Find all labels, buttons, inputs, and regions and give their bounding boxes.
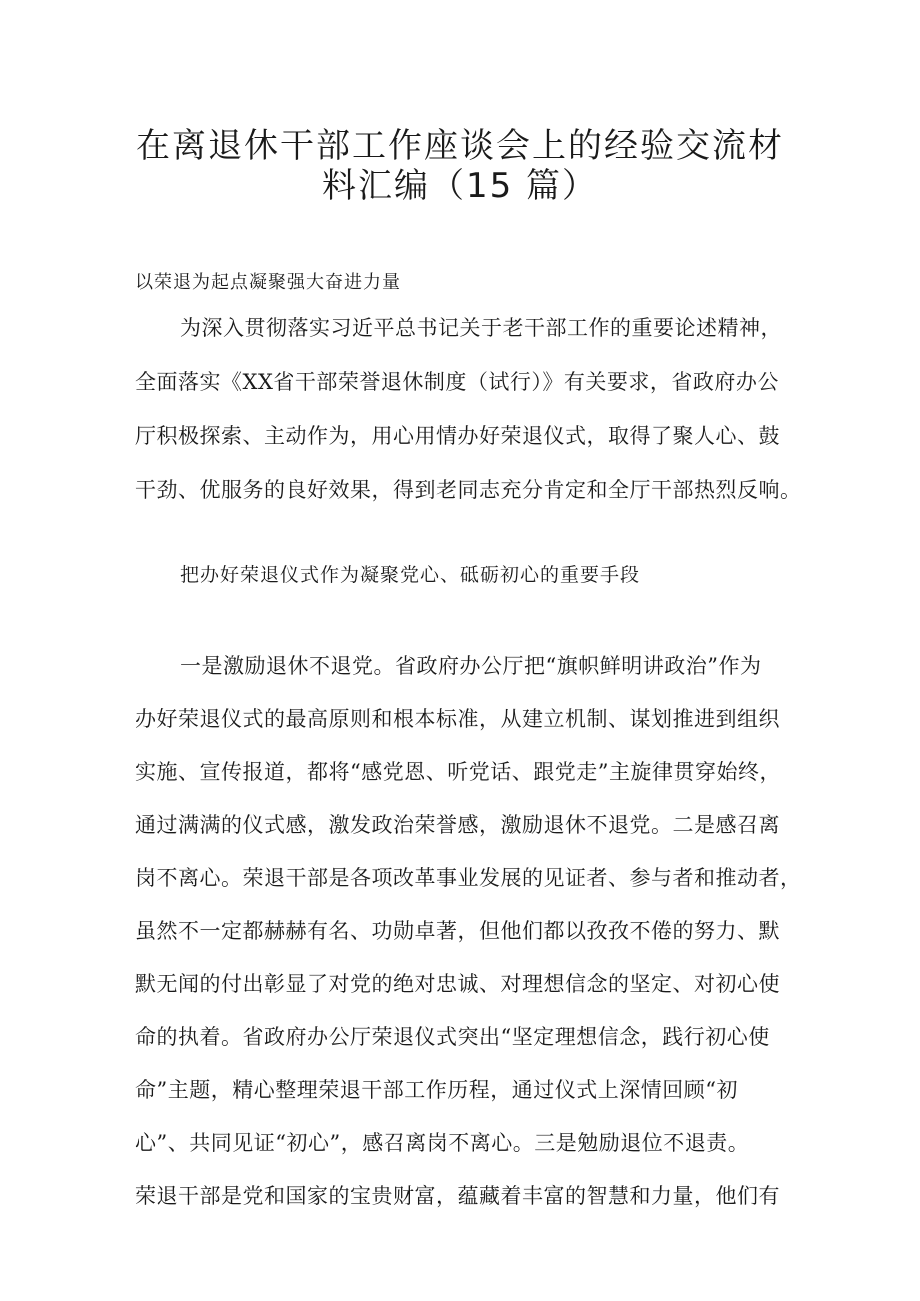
intro-line: 全面落实《XX省干部荣誉退休制度（试行）》有关要求，省政府办公 — [135, 370, 779, 394]
body-line: 通过满满的仪式感，激发政治荣誉感，激励退休不退党。二是感召离 — [135, 813, 780, 837]
document-title-line-2: 料汇编（15 篇） — [321, 166, 599, 206]
document-title-line-1: 在离退休干部工作座谈会上的经验交流材 — [136, 126, 784, 166]
body-line: 一是激励退休不退党。省政府办公厅把“旗帜鲜明讲政治”作为 — [180, 654, 762, 678]
intro-line: 厅积极探索、主动作为，用心用情办好荣退仪式，取得了聚人心、鼓 — [135, 424, 780, 448]
body-line: 办好荣退仪式的最高原则和根本标准，从建立机制、谋划推进到组织 — [135, 707, 780, 731]
body-line: 心”、共同见证“初心”，感召离岗不离心。三是勉励退位不退责。 — [135, 1131, 750, 1155]
body-line: 岗不离心。荣退干部是各项改革事业发展的见证者、参与者和推动者， — [135, 866, 802, 890]
body-line: 虽然不一定都赫赫有名、功勋卓著，但他们都以孜孜不倦的努力、默 — [135, 919, 780, 943]
section-heading: 把办好荣退仪式作为凝聚党心、砥砺初心的重要手段 — [180, 564, 641, 586]
intro-line: 为深入贯彻落实习近平总书记关于老干部工作的重要论述精神， — [180, 316, 782, 340]
document-subtitle: 以荣退为起点凝聚强大奋进力量 — [135, 272, 401, 293]
body-line: 荣退干部是党和国家的宝贵财富，蕴藏着丰富的智慧和力量，他们有 — [135, 1184, 780, 1208]
body-line: 命”主题，精心整理荣退干部工作历程，通过仪式上深情回顾“初 — [135, 1078, 738, 1102]
body-line: 默无闻的付出彰显了对党的绝对忠诚、对理想信念的坚定、对初心使 — [135, 972, 780, 996]
body-line: 实施、宣传报道，都将“感党恩、听党话、跟党走”主旋律贯穿始终， — [135, 760, 781, 784]
intro-line: 干劲、优服务的良好效果，得到老同志充分肯定和全厅干部热烈反响。 — [135, 478, 802, 502]
body-line: 命的执着。省政府办公厅荣退仪式突出“坚定理想信念，践行初心使 — [135, 1025, 770, 1049]
